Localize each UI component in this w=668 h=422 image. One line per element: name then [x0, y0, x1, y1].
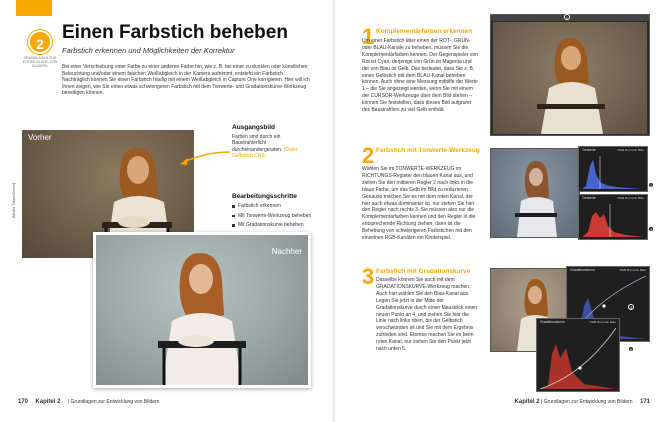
photo-credit: [Model: Tabea Börner]: [12, 182, 16, 218]
curve-channel-tabs-2: RGB Rot Grün Blau: [589, 320, 616, 324]
gutter: [333, 0, 335, 422]
before-label: Vorher: [28, 133, 52, 142]
steps-list: [232, 203, 322, 232]
right-footer-chapter: Kapitel 2: [514, 399, 540, 405]
intro-text: Bei einer Verschiebung einer Farbe zu einer anderen Farbe hin, wie z. B. bei einer zu dunklen oder künstlichen Beleuchtung und/oder einem falschen Weißabgleich in der Kamera aufnimmt, entsteht ein Farbstich. Nachträglich können Sie einen Farbstich häufig mit einem Weißabgleich in Capture One korrigieren. Hier will ich Ihnen zeigen, wie Sie einen etwas schwierigeren Farbstich mit dem Tonwerte- und Gradationskurve-Werkzeug beseitigen können.: [62, 64, 310, 97]
right-footer: [509, 399, 650, 405]
red-histogram: [582, 204, 644, 237]
left-footer-chapter: Kapitel 2: [35, 399, 61, 405]
step3-callout-4-marker: 4: [629, 305, 633, 310]
step1-portrait: [493, 22, 647, 134]
source-file-ref: (Datei: Gelbstich.CR2): [232, 146, 299, 160]
page-title: Einen Farbstich beheben: [62, 22, 288, 43]
step-item: Mit Gradationskurve beheben: [232, 222, 322, 229]
step1-photo: [493, 22, 647, 134]
step2-photo: [491, 149, 579, 237]
levels-panel-blue: [578, 146, 648, 192]
red-curve: [540, 328, 616, 389]
step2-callout-3-marker: 3: [649, 227, 653, 232]
source-text: [232, 134, 314, 160]
after-label: Nachher: [271, 247, 302, 256]
curve-panel-title: Gradationskurve: [570, 268, 595, 272]
step2-portrait: [491, 149, 579, 237]
step2-heading: Farbstich mit Tonwerte-Werkzeug: [376, 147, 480, 154]
step1-heading: Komplementärfarben erkennen: [376, 28, 473, 35]
pointer-arrow-icon: [176, 148, 234, 168]
levels-channel-tabs-2: RGB Rot Grün Blau: [617, 196, 644, 200]
left-footer-text: Grundlagen zur Entwicklung von Bildern: [70, 399, 160, 405]
step3-text: Dasselbe können Sie auch mit dem GRADATIONSKURVE-Werkzeug machen. Auch hier wählen Sie den Blau-Kanal aus. Legen Sie jetzt in der Mitte der Gradationskurve durch einen Mausklick einen neuen Punkt an 4, und ziehen Sie hier die Linie nach links oben, bis der Gelbstich verschwunden ist und Sie mit dem Ergebnis zufrieden sind. Ebenso machen Sie es beim roten Kanal, nur ziehen Sie den Punkt jetzt nach unten 5.: [376, 277, 478, 353]
screenshot-toolbar: [491, 15, 649, 21]
left-footer-separator: |: [67, 399, 70, 405]
step3-callout-5-marker: 5: [629, 347, 633, 352]
step1-number: 1: [362, 24, 375, 49]
left-page-number: 170: [18, 399, 29, 405]
curve-panel-red: [536, 318, 620, 392]
levels-panel-title-2: Tonwerte: [582, 196, 596, 200]
curve-channel-tabs: RGB Rot Grün Blau: [619, 268, 646, 272]
right-footer-text: Grundlagen zur Entwicklung von Bildern: [543, 399, 633, 405]
after-portrait: [96, 235, 308, 385]
source-heading: Ausgangsbild: [232, 124, 275, 131]
right-page-number: 171: [639, 399, 650, 405]
right-footer-separator: |: [540, 399, 543, 405]
steps-heading: Bearbeitungsschritte: [232, 193, 298, 200]
levels-channel-tabs: RGB Rot Grün Blau: [617, 148, 644, 152]
step2-text: Wählen Sie im TONWERTE-WERKZEUG im RICHTUNGS-Register den blauen Kanal aus, und ziehen Sie den mittleren Regler 2 nach links in die blaue Farbe, um das Gelb im Bild zu reduzieren. Genauso machen Sie es mit dem roten Kanal, der hier auch etwas dominanter ist, nur ziehen Sie hier den Regler nach rechts 3. Sie müssen also nur die Komplementärfarben kennen und den Regler in die entsprechende Richtung ziehen, dann ist die Behebung von schwierigeren Farbstichen mit den einzelnen RGB-Kanälen ein Kinderspiel.: [362, 166, 476, 242]
chapter-badge-caption: GRUNDLAGEN ZUR ENTWICKLUNG VON BILDERN: [22, 56, 58, 68]
after-photo: [93, 232, 311, 388]
step2-number: 2: [362, 143, 375, 168]
step3-heading: Farbstich mit Gradationskurve: [376, 268, 471, 275]
step-item: Mit Tonwerte-Werkzeug beheben: [232, 213, 322, 220]
levels-panel-red: [578, 194, 648, 240]
step2-callout-2-marker: 2: [649, 183, 653, 188]
step1-callout-marker: 1: [565, 15, 569, 20]
chapter-badge: 2: [28, 30, 52, 54]
step-item: Farbstich erkennen: [232, 203, 322, 210]
step1-screenshot: [490, 14, 650, 136]
source-description: Farben sind durch ein Baustrahlerlicht durcheinandergeraten.: [232, 134, 283, 153]
curve-panel-title-2: Gradationskurve: [540, 320, 565, 324]
step3-number: 3: [362, 264, 375, 289]
chapter-tab: [16, 0, 52, 16]
step1-text: Um einer Farbstich über einen der ROT-, GRÜN- oder BLAU-Kanäle zu beheben, müssen Sie die Komplementärfarben kennen. Der Gegenspieler von Rot ist Cyan, derjenige von Grün ist Magenta und der von Blau ist Gelb. Das bedeutet, dass Sie z. B. einen Gelbstich mit dem BLAU-Kanal beheben können. Auch ohne eine Messung mithilfe der Werte 1 – die Sie angezeigt werden, wenn Sie mit einem der CURSOR-Werkzeuge über dem Bild stehen – können Sie feststellen, dass dieses Bild aufgrund des Baustrahlers zu viel Gelb enthält.: [362, 38, 478, 114]
blue-histogram: [582, 156, 644, 189]
left-footer: [18, 399, 159, 405]
levels-panel-title: Tonwerte: [582, 148, 596, 152]
page-subtitle: Farbstich erkennen und Möglichkeiten der Korrektur: [62, 46, 235, 55]
step2-screenshot: [490, 148, 580, 238]
